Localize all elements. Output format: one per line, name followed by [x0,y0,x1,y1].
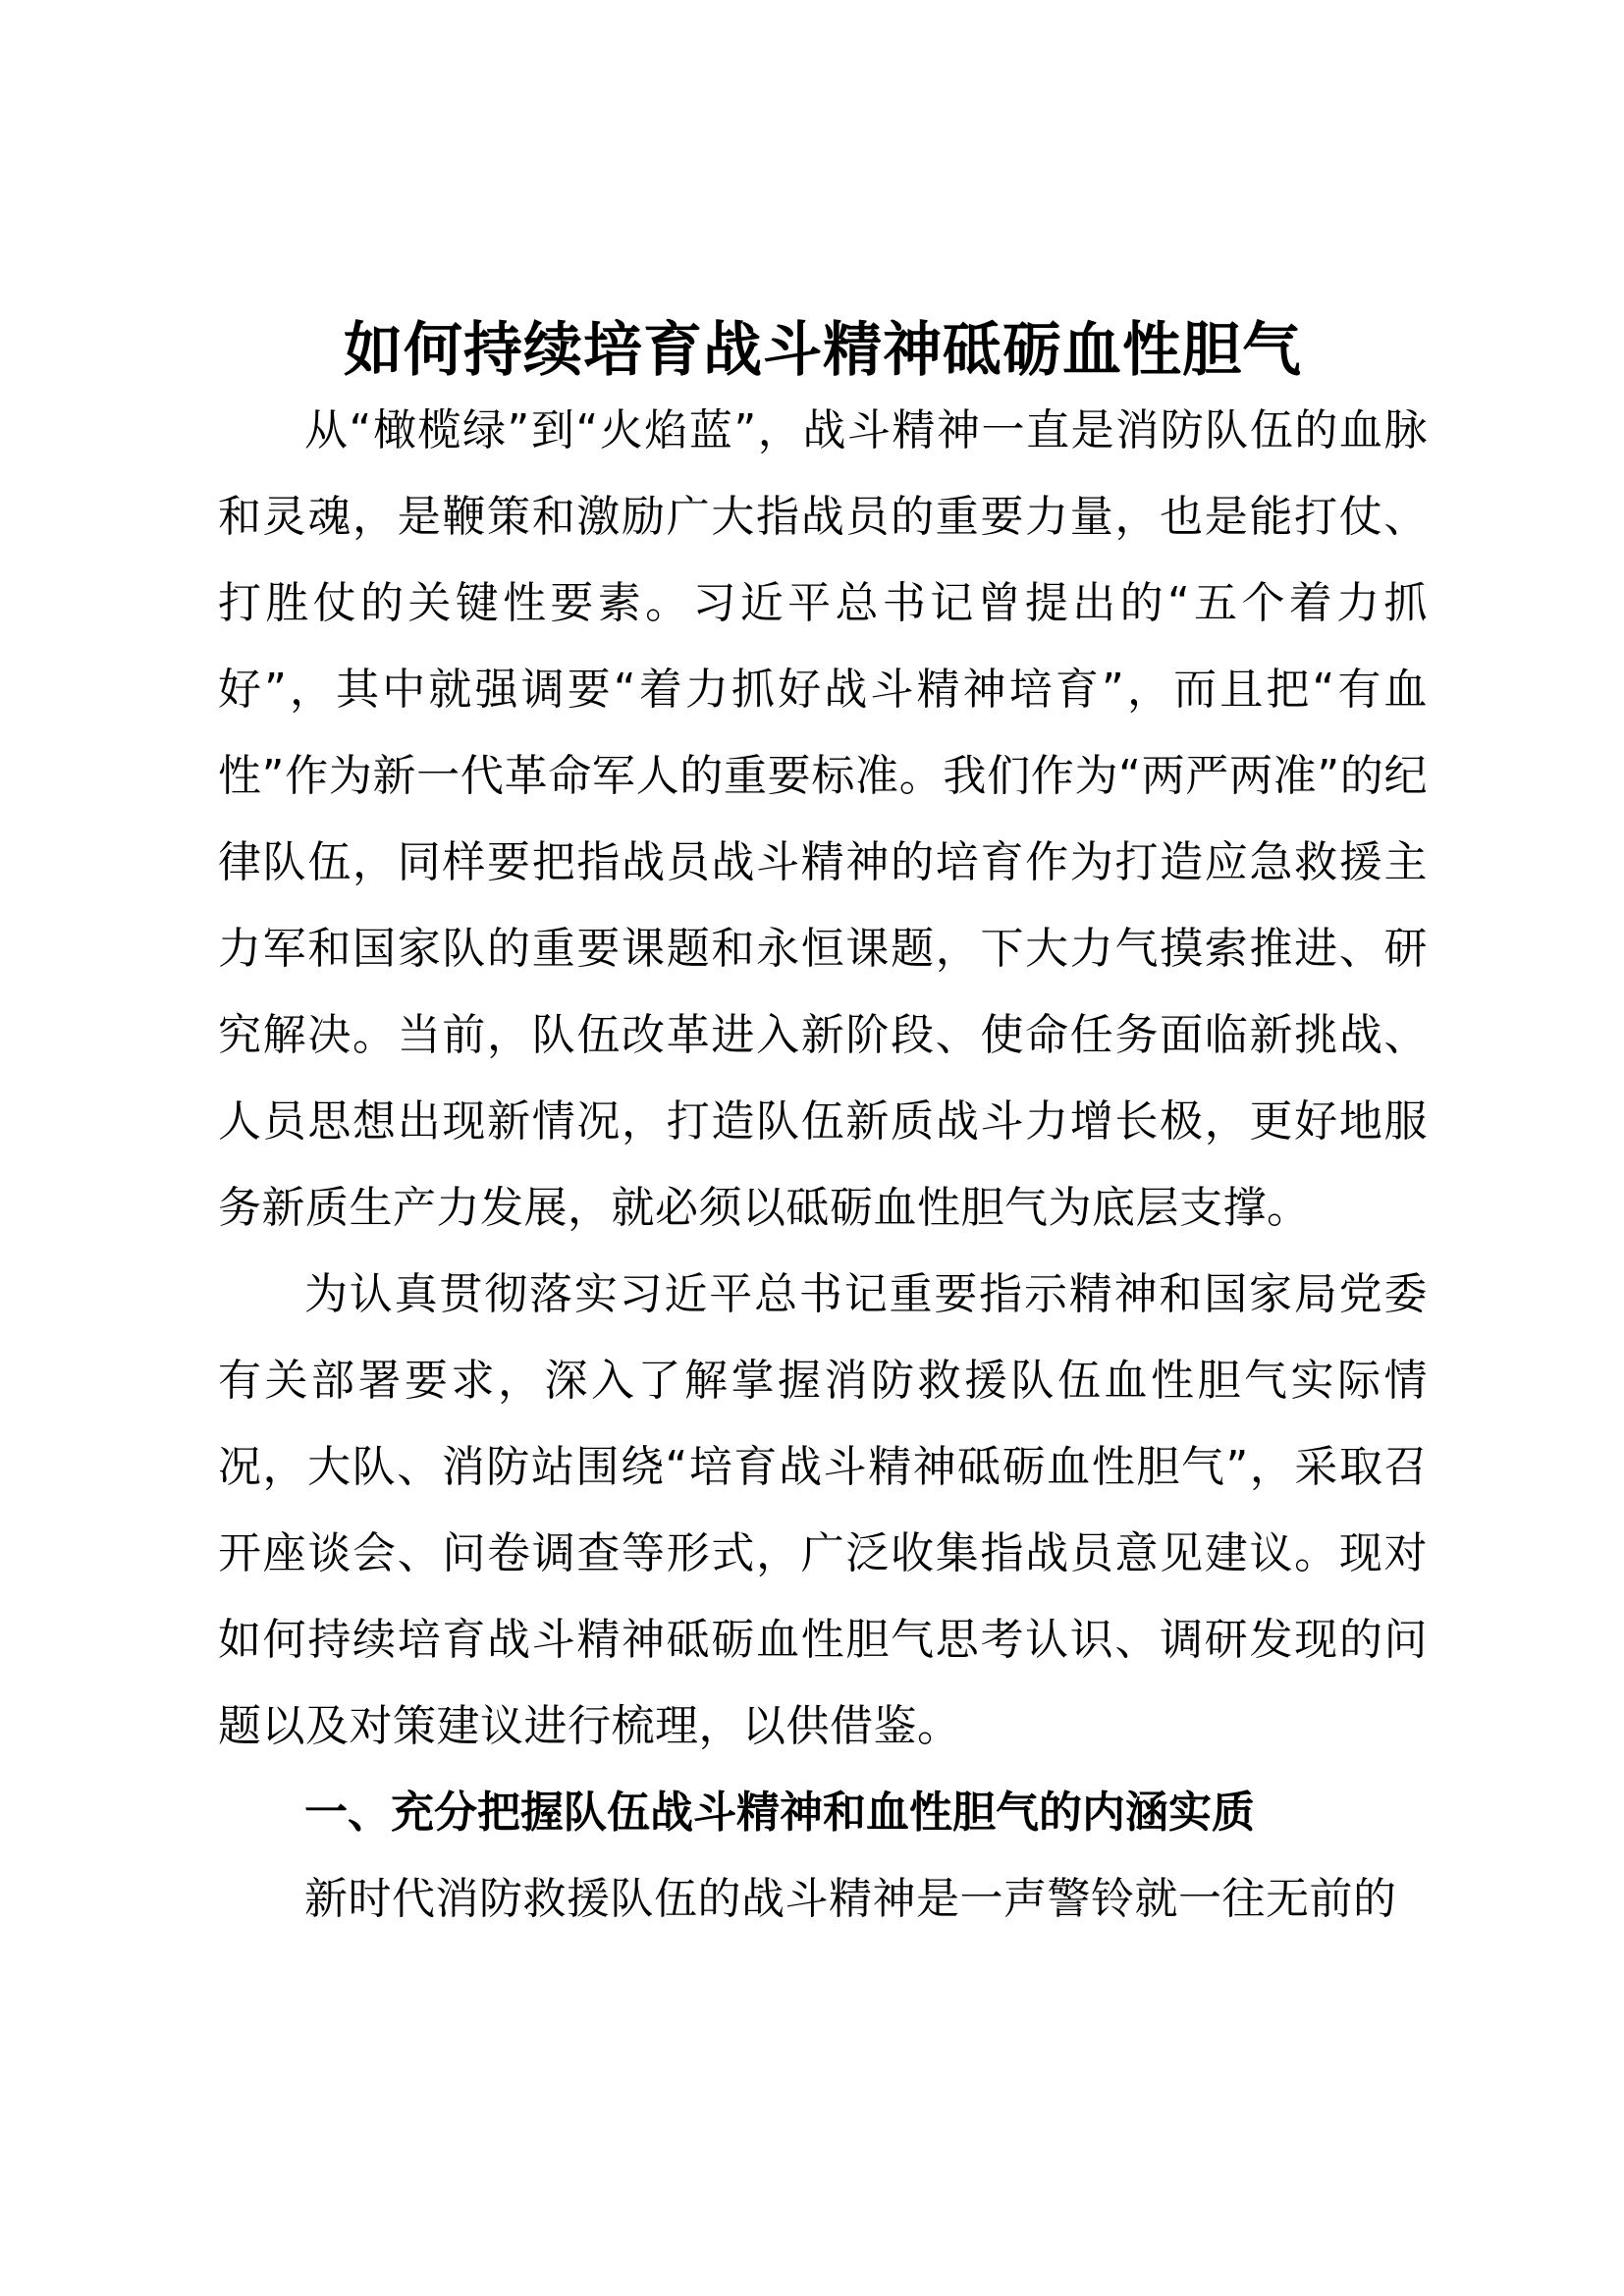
section-heading-1: 一、充分把握队伍战斗精神和血性胆气的内涵实质 [304,1788,1255,1838]
paragraph-purpose: 为认真贯彻落实习近平总书记重要指示精神和国家局党委有关部署要求，深入了解掌握消防救援队伍血性胆气实际情况，大队、消防站围绕“培育战斗精神砥砺血性胆气”，采取召开座谈会、问卷调查等形式，广泛收集指战员意见建议。现对如何持续培育战斗精神砥砺血性胆气思考认识、调研发现的问题以及对策建议进行梳理，以供借鉴。 [218,1269,1428,1751]
paragraph-intro: 从“橄榄绿”到“火焰蓝”，战斗精神一直是消防队伍的血脉和灵魂，是鞭策和激励广大指战员的重要力量，也是能打仗、打胜仗的关键性要素。习近平总书记曾提出的“五个着力抓好”，其中就强调要“着力抓好战斗精神培育”，而且把“有血性”作为新一代革命军人的重要标准。我们作为“两严两准”的纪律队伍，同样要把指战员战斗精神的培育作为打造应急救援主力军和国家队的重要课题和永恒课题，下大力气摸索推进、研究解决。当前，队伍改革进入新阶段、使命任务面临新挑战、人员思想出现新情况，打造队伍新质战斗力增长极，更好地服务新质生产力发展，就必须以砥砺血性胆气为底层支撑。 [218,405,1428,1233]
document-title: 如何持续培育战斗精神砥砺血性胆气 [344,316,1302,385]
document-body [218,314,1428,1943]
paragraph-section-1-start: 新时代消防救援队伍的战斗精神是一声警铃就一往无前的 [304,1874,1397,1924]
